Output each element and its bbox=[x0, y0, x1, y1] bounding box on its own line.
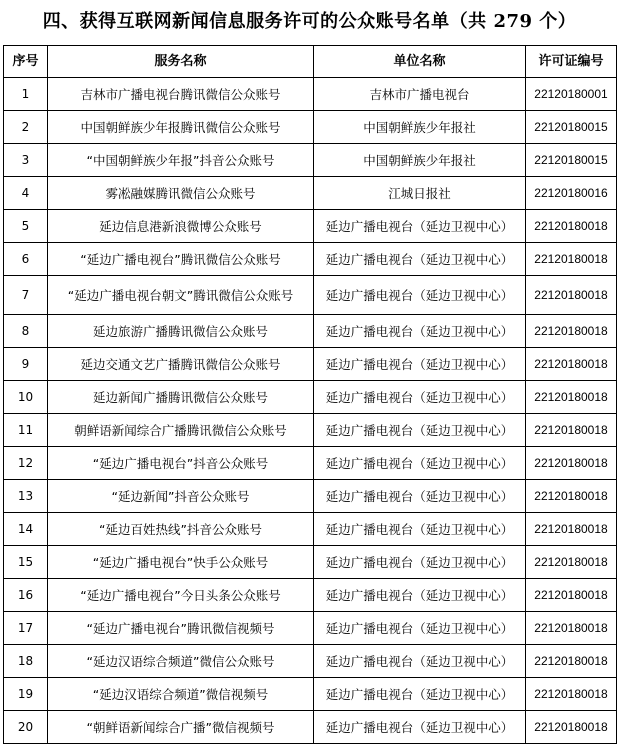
service-name: “中国朝鲜族少年报”抖音公众账号 bbox=[48, 144, 314, 177]
service-name: “延边汉语综合频道”微信视频号 bbox=[48, 678, 314, 711]
license-table bbox=[3, 45, 617, 744]
license-number: 22120180018 bbox=[526, 210, 617, 243]
service-name: 延边旅游广播腾讯微信公众账号 bbox=[48, 315, 314, 348]
table-row bbox=[4, 177, 617, 210]
license-number: 22120180018 bbox=[526, 612, 617, 645]
row-number: 18 bbox=[4, 645, 48, 678]
service-name: “延边广播电视台”腾讯微信公众账号 bbox=[48, 243, 314, 276]
row-number: 11 bbox=[4, 414, 48, 447]
unit-name: 延边广播电视台（延边卫视中心） bbox=[314, 579, 526, 612]
unit-name: 延边广播电视台（延边卫视中心） bbox=[314, 276, 526, 315]
table-row bbox=[4, 645, 617, 678]
unit-name: 延边广播电视台（延边卫视中心） bbox=[314, 243, 526, 276]
table-row bbox=[4, 111, 617, 144]
service-name: 延边信息港新浪微博公众账号 bbox=[48, 210, 314, 243]
license-number: 22120180018 bbox=[526, 381, 617, 414]
column-header-unit: 单位名称 bbox=[314, 46, 526, 78]
table-row bbox=[4, 513, 617, 546]
service-name: “延边广播电视台”抖音公众账号 bbox=[48, 447, 314, 480]
unit-name: 延边广播电视台（延边卫视中心） bbox=[314, 414, 526, 447]
license-number: 22120180018 bbox=[526, 480, 617, 513]
row-number: 10 bbox=[4, 381, 48, 414]
column-header-license: 许可证编号 bbox=[526, 46, 617, 78]
unit-name: 中国朝鲜族少年报社 bbox=[314, 144, 526, 177]
table-row bbox=[4, 210, 617, 243]
table-row bbox=[4, 276, 617, 315]
service-name: “延边新闻”抖音公众账号 bbox=[48, 480, 314, 513]
license-number: 22120180018 bbox=[526, 243, 617, 276]
license-number: 22120180015 bbox=[526, 144, 617, 177]
license-number: 22120180018 bbox=[526, 546, 617, 579]
service-name: “延边广播电视台”腾讯微信视频号 bbox=[48, 612, 314, 645]
row-number: 13 bbox=[4, 480, 48, 513]
service-name: “延边广播电视台”今日头条公众账号 bbox=[48, 579, 314, 612]
unit-name: 延边广播电视台（延边卫视中心） bbox=[314, 678, 526, 711]
license-number: 22120180018 bbox=[526, 414, 617, 447]
unit-name: 延边广播电视台（延边卫视中心） bbox=[314, 315, 526, 348]
unit-name: 延边广播电视台（延边卫视中心） bbox=[314, 645, 526, 678]
license-number: 22120180018 bbox=[526, 678, 617, 711]
license-number: 22120180018 bbox=[526, 315, 617, 348]
table-row bbox=[4, 414, 617, 447]
row-number: 5 bbox=[4, 210, 48, 243]
unit-name: 延边广播电视台（延边卫视中心） bbox=[314, 480, 526, 513]
table-row bbox=[4, 78, 617, 111]
service-name: “延边汉语综合频道”微信公众账号 bbox=[48, 645, 314, 678]
row-number: 8 bbox=[4, 315, 48, 348]
row-number: 20 bbox=[4, 711, 48, 744]
license-number: 22120180018 bbox=[526, 348, 617, 381]
unit-name: 延边广播电视台（延边卫视中心） bbox=[314, 447, 526, 480]
service-name: “延边广播电视台”快手公众账号 bbox=[48, 546, 314, 579]
table-row bbox=[4, 612, 617, 645]
table-row bbox=[4, 348, 617, 381]
table-row bbox=[4, 381, 617, 414]
row-number: 2 bbox=[4, 111, 48, 144]
row-number: 4 bbox=[4, 177, 48, 210]
service-name: “延边百姓热线”抖音公众账号 bbox=[48, 513, 314, 546]
unit-name: 延边广播电视台（延边卫视中心） bbox=[314, 711, 526, 744]
unit-name: 延边广播电视台（延边卫视中心） bbox=[314, 381, 526, 414]
row-number: 14 bbox=[4, 513, 48, 546]
license-number: 22120180018 bbox=[526, 276, 617, 315]
license-number: 22120180016 bbox=[526, 177, 617, 210]
service-name: 延边交通文艺广播腾讯微信公众账号 bbox=[48, 348, 314, 381]
row-number: 19 bbox=[4, 678, 48, 711]
table-row bbox=[4, 480, 617, 513]
service-name: 朝鲜语新闻综合广播腾讯微信公众账号 bbox=[48, 414, 314, 447]
license-number: 22120180001 bbox=[526, 78, 617, 111]
table-header-row bbox=[4, 46, 617, 78]
service-name: 中国朝鲜族少年报腾讯微信公众账号 bbox=[48, 111, 314, 144]
license-number: 22120180015 bbox=[526, 111, 617, 144]
row-number: 12 bbox=[4, 447, 48, 480]
row-number: 17 bbox=[4, 612, 48, 645]
row-number: 6 bbox=[4, 243, 48, 276]
service-name: 延边新闻广播腾讯微信公众账号 bbox=[48, 381, 314, 414]
unit-name: 延边广播电视台（延边卫视中心） bbox=[314, 348, 526, 381]
license-number: 22120180018 bbox=[526, 513, 617, 546]
table-row bbox=[4, 546, 617, 579]
unit-name: 延边广播电视台（延边卫视中心） bbox=[314, 210, 526, 243]
unit-name: 延边广播电视台（延边卫视中心） bbox=[314, 612, 526, 645]
unit-name: 中国朝鲜族少年报社 bbox=[314, 111, 526, 144]
table-row bbox=[4, 144, 617, 177]
unit-name: 延边广播电视台（延边卫视中心） bbox=[314, 513, 526, 546]
unit-name: 吉林市广播电视台 bbox=[314, 78, 526, 111]
table-row bbox=[4, 243, 617, 276]
license-number: 22120180018 bbox=[526, 711, 617, 744]
table-row bbox=[4, 678, 617, 711]
unit-name: 延边广播电视台（延边卫视中心） bbox=[314, 546, 526, 579]
page-title: 四、获得互联网新闻信息服务许可的公众账号名单（共 279 个） bbox=[42, 11, 577, 32]
row-number: 16 bbox=[4, 579, 48, 612]
license-number: 22120180018 bbox=[526, 645, 617, 678]
service-name: 吉林市广播电视台腾讯微信公众账号 bbox=[48, 78, 314, 111]
row-number: 9 bbox=[4, 348, 48, 381]
column-header-service: 服务名称 bbox=[48, 46, 314, 78]
table-row bbox=[4, 579, 617, 612]
table-row bbox=[4, 711, 617, 744]
row-number: 3 bbox=[4, 144, 48, 177]
row-number: 7 bbox=[4, 276, 48, 315]
row-number: 1 bbox=[4, 78, 48, 111]
license-number: 22120180018 bbox=[526, 447, 617, 480]
service-name: “延边广播电视台朝文”腾讯微信公众账号 bbox=[48, 276, 314, 315]
license-number: 22120180018 bbox=[526, 579, 617, 612]
unit-name: 江城日报社 bbox=[314, 177, 526, 210]
row-number: 15 bbox=[4, 546, 48, 579]
table-row bbox=[4, 447, 617, 480]
service-name: 雾凇融媒腾讯微信公众账号 bbox=[48, 177, 314, 210]
table-body bbox=[4, 78, 617, 744]
service-name: “朝鲜语新闻综合广播”微信视频号 bbox=[48, 711, 314, 744]
column-header-number: 序号 bbox=[4, 46, 48, 78]
table-row bbox=[4, 315, 617, 348]
